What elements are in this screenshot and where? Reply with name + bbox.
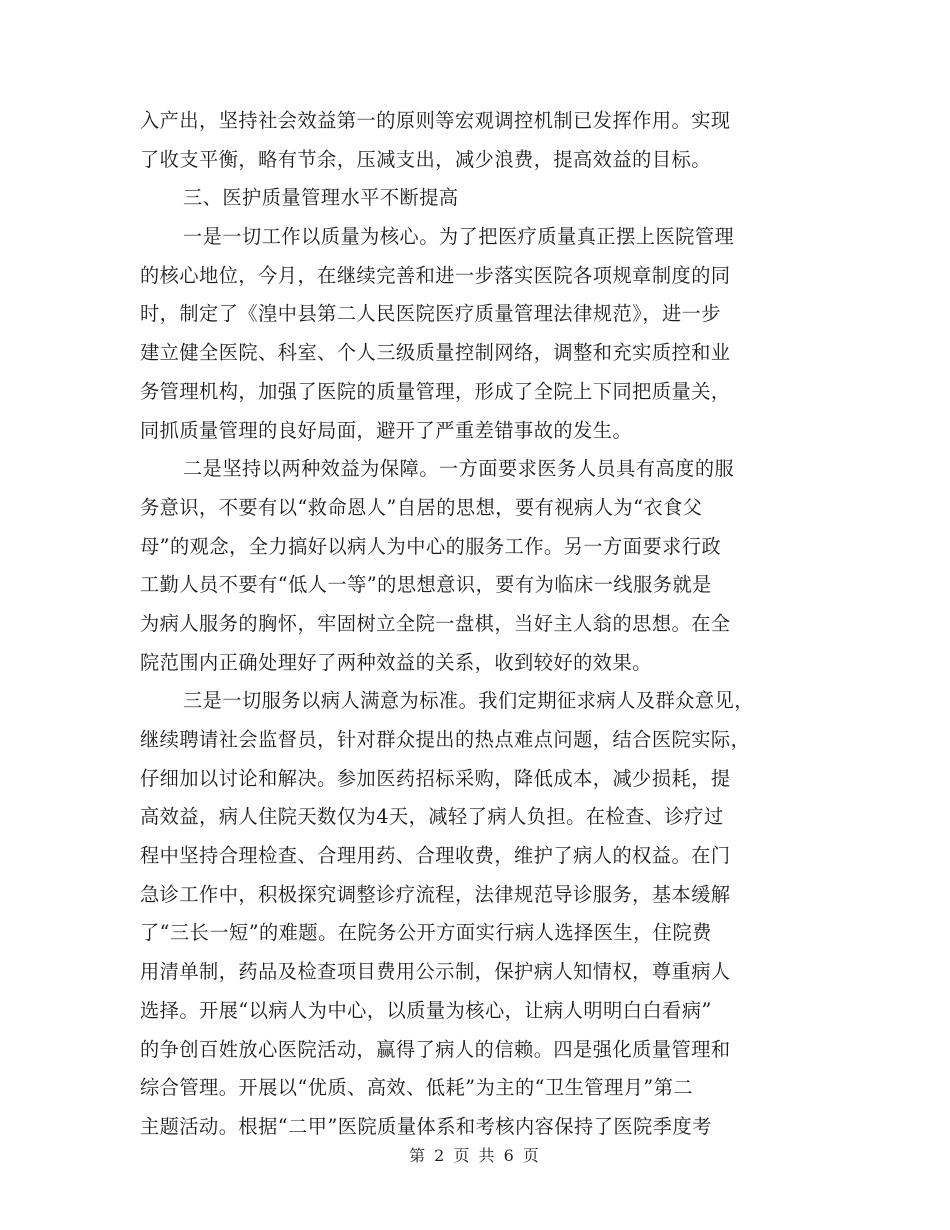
text-line: 三是一切服务以病人满意为标准。我们定期征求病人及群众意见， [183,689,754,713]
text-line: 一是一切工作以质量为核心。为了把医疗质量真正摆上医院管理 [183,225,735,249]
text-line: 务管理机构，加强了医院的质量管理，形成了全院上下同把质量关， [140,379,731,403]
page-footer: 第 2 页 共 6 页 [409,1146,541,1165]
document-body [140,102,800,1147]
text-line: 的核心地位，今月，在继续完善和进一步落实医院各项规章制度的同 [140,263,731,287]
text-line: 务意识，不要有以“救命恩人”自居的思想，要有视病人为“衣食父 [140,495,703,519]
text-line: 仔细加以讨论和解决。参加医药招标采购，降低成本，减少损耗，提 [140,766,731,790]
text-line: 了“三长一短”的难题。在院务公开方面实行病人选择医生，住院费 [140,921,712,945]
text-line: 继续聘请社会监督员，针对群众提出的热点难点问题，结合医院实际， [140,728,751,751]
text-line: 急诊工作中，积极探究调整诊疗流程，法律规范导诊服务，基本缓解 [140,882,731,906]
paragraph-lines [140,102,800,1147]
text-line: 时，制定了《湟中县第二人民医院医疗质量管理法律规范》，进一步 [140,302,722,326]
text-line: 用清单制，药品及检查项目费用公示制，保护病人知情权，尊重病人 [140,960,731,984]
text-line: 了收支平衡，略有节余，压减支出，减少浪费，提高效益的目标。 [140,147,711,171]
text-line: 为病人服务的胸怀，牢固树立全院一盘棋，当好主人翁的思想。在全 [140,611,731,635]
text-line: 母”的观念，全力搞好以病人为中心的服务工作。另一方面要求行政 [140,534,722,558]
text-line: 程中坚持合理检查、合理用药、合理收费，维护了病人的权益。在门 [140,844,731,868]
text-line: 主题活动。根据“二甲”医院质量体系和考核内容保持了医院季度考 [140,1114,712,1138]
text-line: 三、医护质量管理水平不断提高 [183,186,459,210]
text-line: 入产出，坚持社会效益第一的原则等宏观调控机制已发挥作用。实现 [140,109,731,132]
text-line: 院范围内正确处理好了两种效益的关系，收到较好的效果。 [140,650,652,674]
text-line: 选择。开展“以病人为中心，以质量为核心，让病人明明白白看病” [140,998,712,1022]
text-line: 高效益，病人住院天数仅为4天，减轻了病人负担。在检查、诊疗过 [140,805,724,829]
text-line: 综合管理。开展以“优质、高效、低耗”为主的“卫生管理月”第二 [140,1076,694,1100]
text-line: 建立健全医院、科室、个人三级质量控制网络，调整和充实质控和业 [140,341,731,365]
text-line: 同抓质量管理的良好局面，避开了严重差错事故的发生。 [140,418,633,442]
text-line: 工勤人员不要有“低人一等”的思想意识，要有为临床一线服务就是 [140,573,712,597]
text-line: 的争创百姓放心医院活动，赢得了病人的信赖。四是强化质量管理和 [140,1037,731,1061]
text-line: 二是坚持以两种效益为保障。一方面要求医务人员具有高度的服 [183,457,735,481]
